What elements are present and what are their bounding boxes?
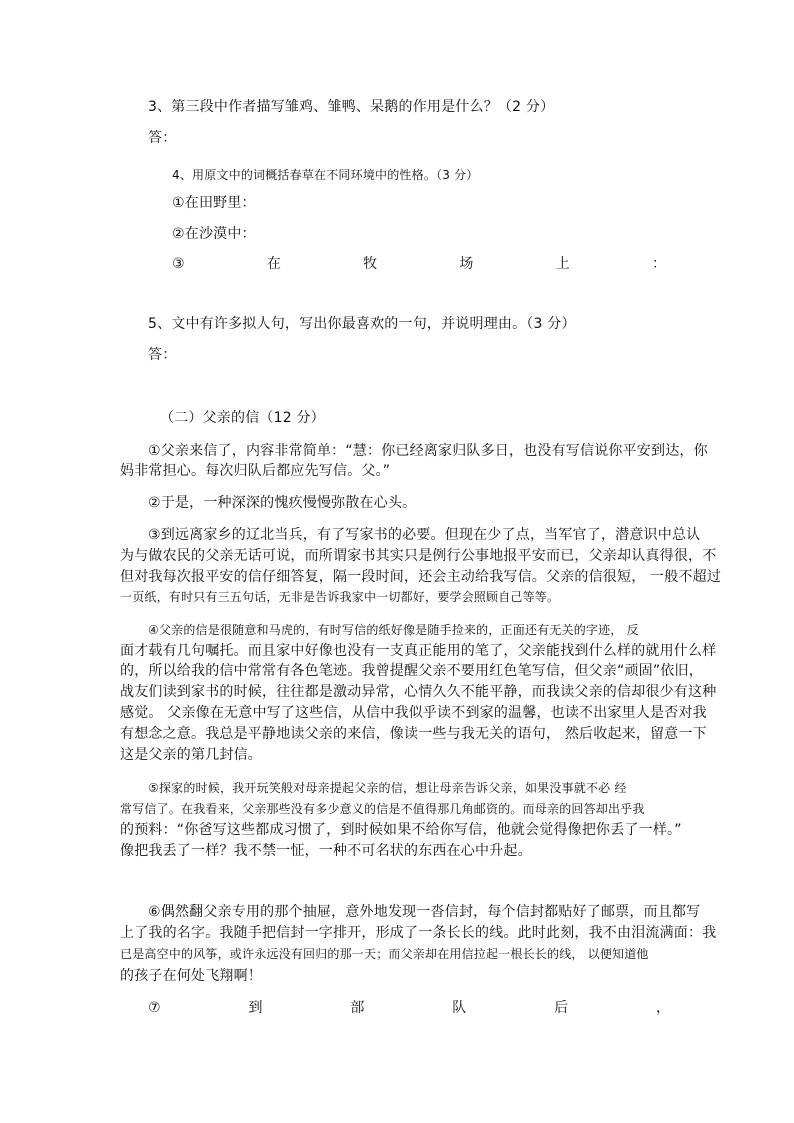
paragraph-7 — [148, 998, 670, 1018]
section-title: （二）父亲的信（12 分） — [160, 410, 325, 426]
question-4: 4、用原文中的词概括春草在不同环境中的性格。（3 分） — [172, 168, 479, 182]
question-3: 3、第三段中作者描写雏鸡、雏鸭、呆鹅的作用是什么？（2 分） — [148, 99, 555, 115]
item-3-char: 在 — [266, 256, 281, 272]
paragraph-7-char: 部 — [350, 1000, 365, 1016]
paragraph-line: 为与做农民的父亲无话可说，而所谓家书其实只是例行公事地报平安而已，父亲却认真得很，不 — [120, 548, 717, 564]
paragraph-line: ①父亲来信了，内容非常简单：“慧：你已经离家归队多日，也没有写信说你平安到达，你 — [148, 443, 708, 459]
answer-label-2: 答： — [148, 347, 177, 363]
answer-label-1: 答： — [148, 130, 177, 146]
paragraph-7-char: 到 — [248, 1000, 263, 1016]
paragraph-line: 已是高空中的风筝，或许永远没有回归的那一天；而父亲却在用信拉起一根长长的线， 以便知道他 — [120, 947, 649, 961]
paragraph-line: 有想念之意。我总是平静地读父亲的来信，像读一些与我无关的语句， 然后收起来，留意一下 — [120, 726, 707, 742]
paragraph-line: 的，所以给我的信中常常有各色笔迹。我曾提醒父亲不要用红色笔写信，但父亲“顽固”依旧， — [120, 663, 703, 679]
item-3-char: ③ — [172, 256, 185, 272]
paragraph-7-char: ， — [655, 1000, 670, 1016]
paragraph-line: 但对我每次报平安的信仔细答复，隔一段时间，还会主动给我写信。父亲的信很短， 一般不超过 — [120, 569, 722, 585]
question-4-item-2: ②在沙漠中： — [172, 226, 256, 242]
item-3-char: ： — [651, 256, 666, 272]
paragraph-line: 面才载有几句嘱托。而且家中好像也没有一支真正能用的笔了，父亲能找到什么样的就用什么样 — [120, 643, 717, 659]
paragraph-line: 妈非常担心。每次归队后都应先写信。父。” — [120, 463, 391, 479]
question-4-item-3 — [172, 254, 666, 274]
paragraph-line: ⑥偶然翻父亲专用的那个抽屉，意外地发现一沓信封，每个信封都贴好了邮票，而且都写 — [148, 904, 701, 920]
paragraph-line: ④父亲的信是很随意和马虎的，有时写信的纸好像是随手捡来的，正面还有无关的字迹， 反 — [148, 623, 639, 637]
item-3-char: 上 — [555, 256, 570, 272]
paragraph-line: 的孩子在何处飞翔啊！ — [120, 968, 262, 984]
paragraph-line: 上了我的名字。我随手把信封一字排开，形成了一条长长的线。此时此刻，我不由泪流满面：我 — [120, 925, 717, 941]
paragraph-line: 像把我丢了一样？我不禁一怔，一种不可名状的东西在心中升起。 — [120, 843, 532, 859]
paragraph-7-char: 后 — [554, 1000, 569, 1016]
paragraph-line: 常写信了。在我看来，父亲那些没有多少意义的信是不值得那几角邮资的。而母亲的回答却出乎我 — [120, 802, 645, 816]
paragraph-line: ③到远离家乡的辽北当兵，有了写家书的必要。但现在少了点，当军官了，潜意识中总认 — [148, 527, 701, 543]
paragraph-7-char: 队 — [452, 1000, 467, 1016]
paragraph-line: 感觉。 父亲像在无意中写了这些信，从信中我似乎读不到家的温馨，也读不出家里人是否对我 — [120, 705, 707, 721]
question-5: 5、文中有许多拟人句，写出你最喜欢的一句，并说明理由。（3 分） — [148, 316, 576, 332]
paragraph-line: ②于是，一种深深的愧疚慢慢弥散在心头。 — [148, 495, 417, 511]
paragraph-line: 这是父亲的第几封信。 — [120, 747, 262, 763]
question-4-item-1: ①在田野里： — [172, 195, 256, 211]
paragraph-line: 的预料：“你爸写这些都成习惯了，到时候如果不给你写信，他就会觉得像把你丢了一样。” — [120, 822, 682, 838]
paragraph-line: 一页纸，有时只有三五句话，无非是告诉我家中一切都好，要学会照顾自己等等。 — [120, 590, 560, 604]
paragraph-7-char: ⑦ — [148, 1000, 161, 1016]
item-3-char: 场 — [459, 256, 474, 272]
item-3-char: 牧 — [363, 256, 378, 272]
paragraph-line: 战友们读到家书的时候，往往都是激动异常，心情久久不能平静，而我读父亲的信却很少有这种 — [120, 684, 717, 700]
paragraph-line: ⑤探家的时候，我开玩笑般对母亲提起父亲的信，想让母亲告诉父亲，如果没事就不必 经 — [148, 781, 627, 795]
